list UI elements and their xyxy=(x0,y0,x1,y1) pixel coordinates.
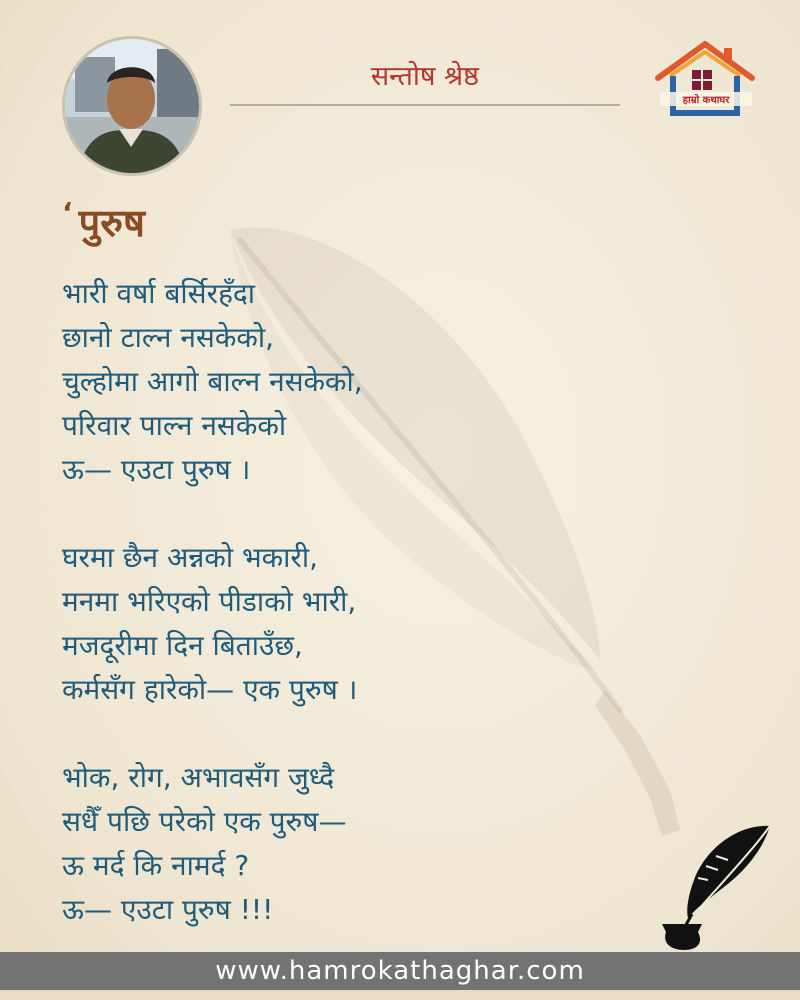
quill-inkpot-icon xyxy=(658,818,778,950)
stanza xyxy=(62,272,363,492)
poem-line: भारी वर्षा बर्सिरहँदा xyxy=(62,277,256,310)
poem-line: मनमा भरिएको पीडाको भारी, xyxy=(62,585,357,618)
poem-line: सधैँ पछि परेको एक पुरुष— xyxy=(62,805,347,838)
poem-line: कर्मसँग हारेको— एक पुरुष । xyxy=(62,673,358,706)
poem-title xyxy=(62,196,145,248)
title-text: पुरुष xyxy=(78,201,145,245)
stanza xyxy=(62,536,363,712)
poem-line: घरमा छैन अन्नको भकारी, xyxy=(62,541,319,574)
logo-text: हाम्रो कथाघर xyxy=(682,95,730,106)
poem-line: मजदूरीमा दिन बिताउँछ, xyxy=(62,629,303,662)
author-name: सन्तोष श्रेष्ठ xyxy=(370,61,480,92)
poem-line: परिवार पाल्न नसकेको xyxy=(62,409,287,442)
poem-line: ऊ— एउटा पुरुष !!! xyxy=(62,893,274,926)
author-photo xyxy=(62,36,202,176)
stanza xyxy=(62,756,363,932)
header-divider xyxy=(230,104,620,106)
poem-line: ऊ मर्द कि नामर्द ? xyxy=(62,849,250,882)
title-mark: ‘ xyxy=(62,196,73,229)
poem-line: छानो टाल्न नसकेको, xyxy=(62,321,275,354)
house-logo-icon xyxy=(650,40,760,120)
poem-body xyxy=(62,272,363,976)
poem-line: चुल्होमा आगो बाल्न नसकेको, xyxy=(62,365,363,398)
poem-line: ऊ— एउटा पुरुष । xyxy=(62,453,251,486)
website-footer: www.hamrokathaghar.com xyxy=(0,952,800,990)
poem-line: भोक, रोग, अभावसँग जुध्दै xyxy=(62,761,335,794)
footer-strip xyxy=(0,990,800,1000)
